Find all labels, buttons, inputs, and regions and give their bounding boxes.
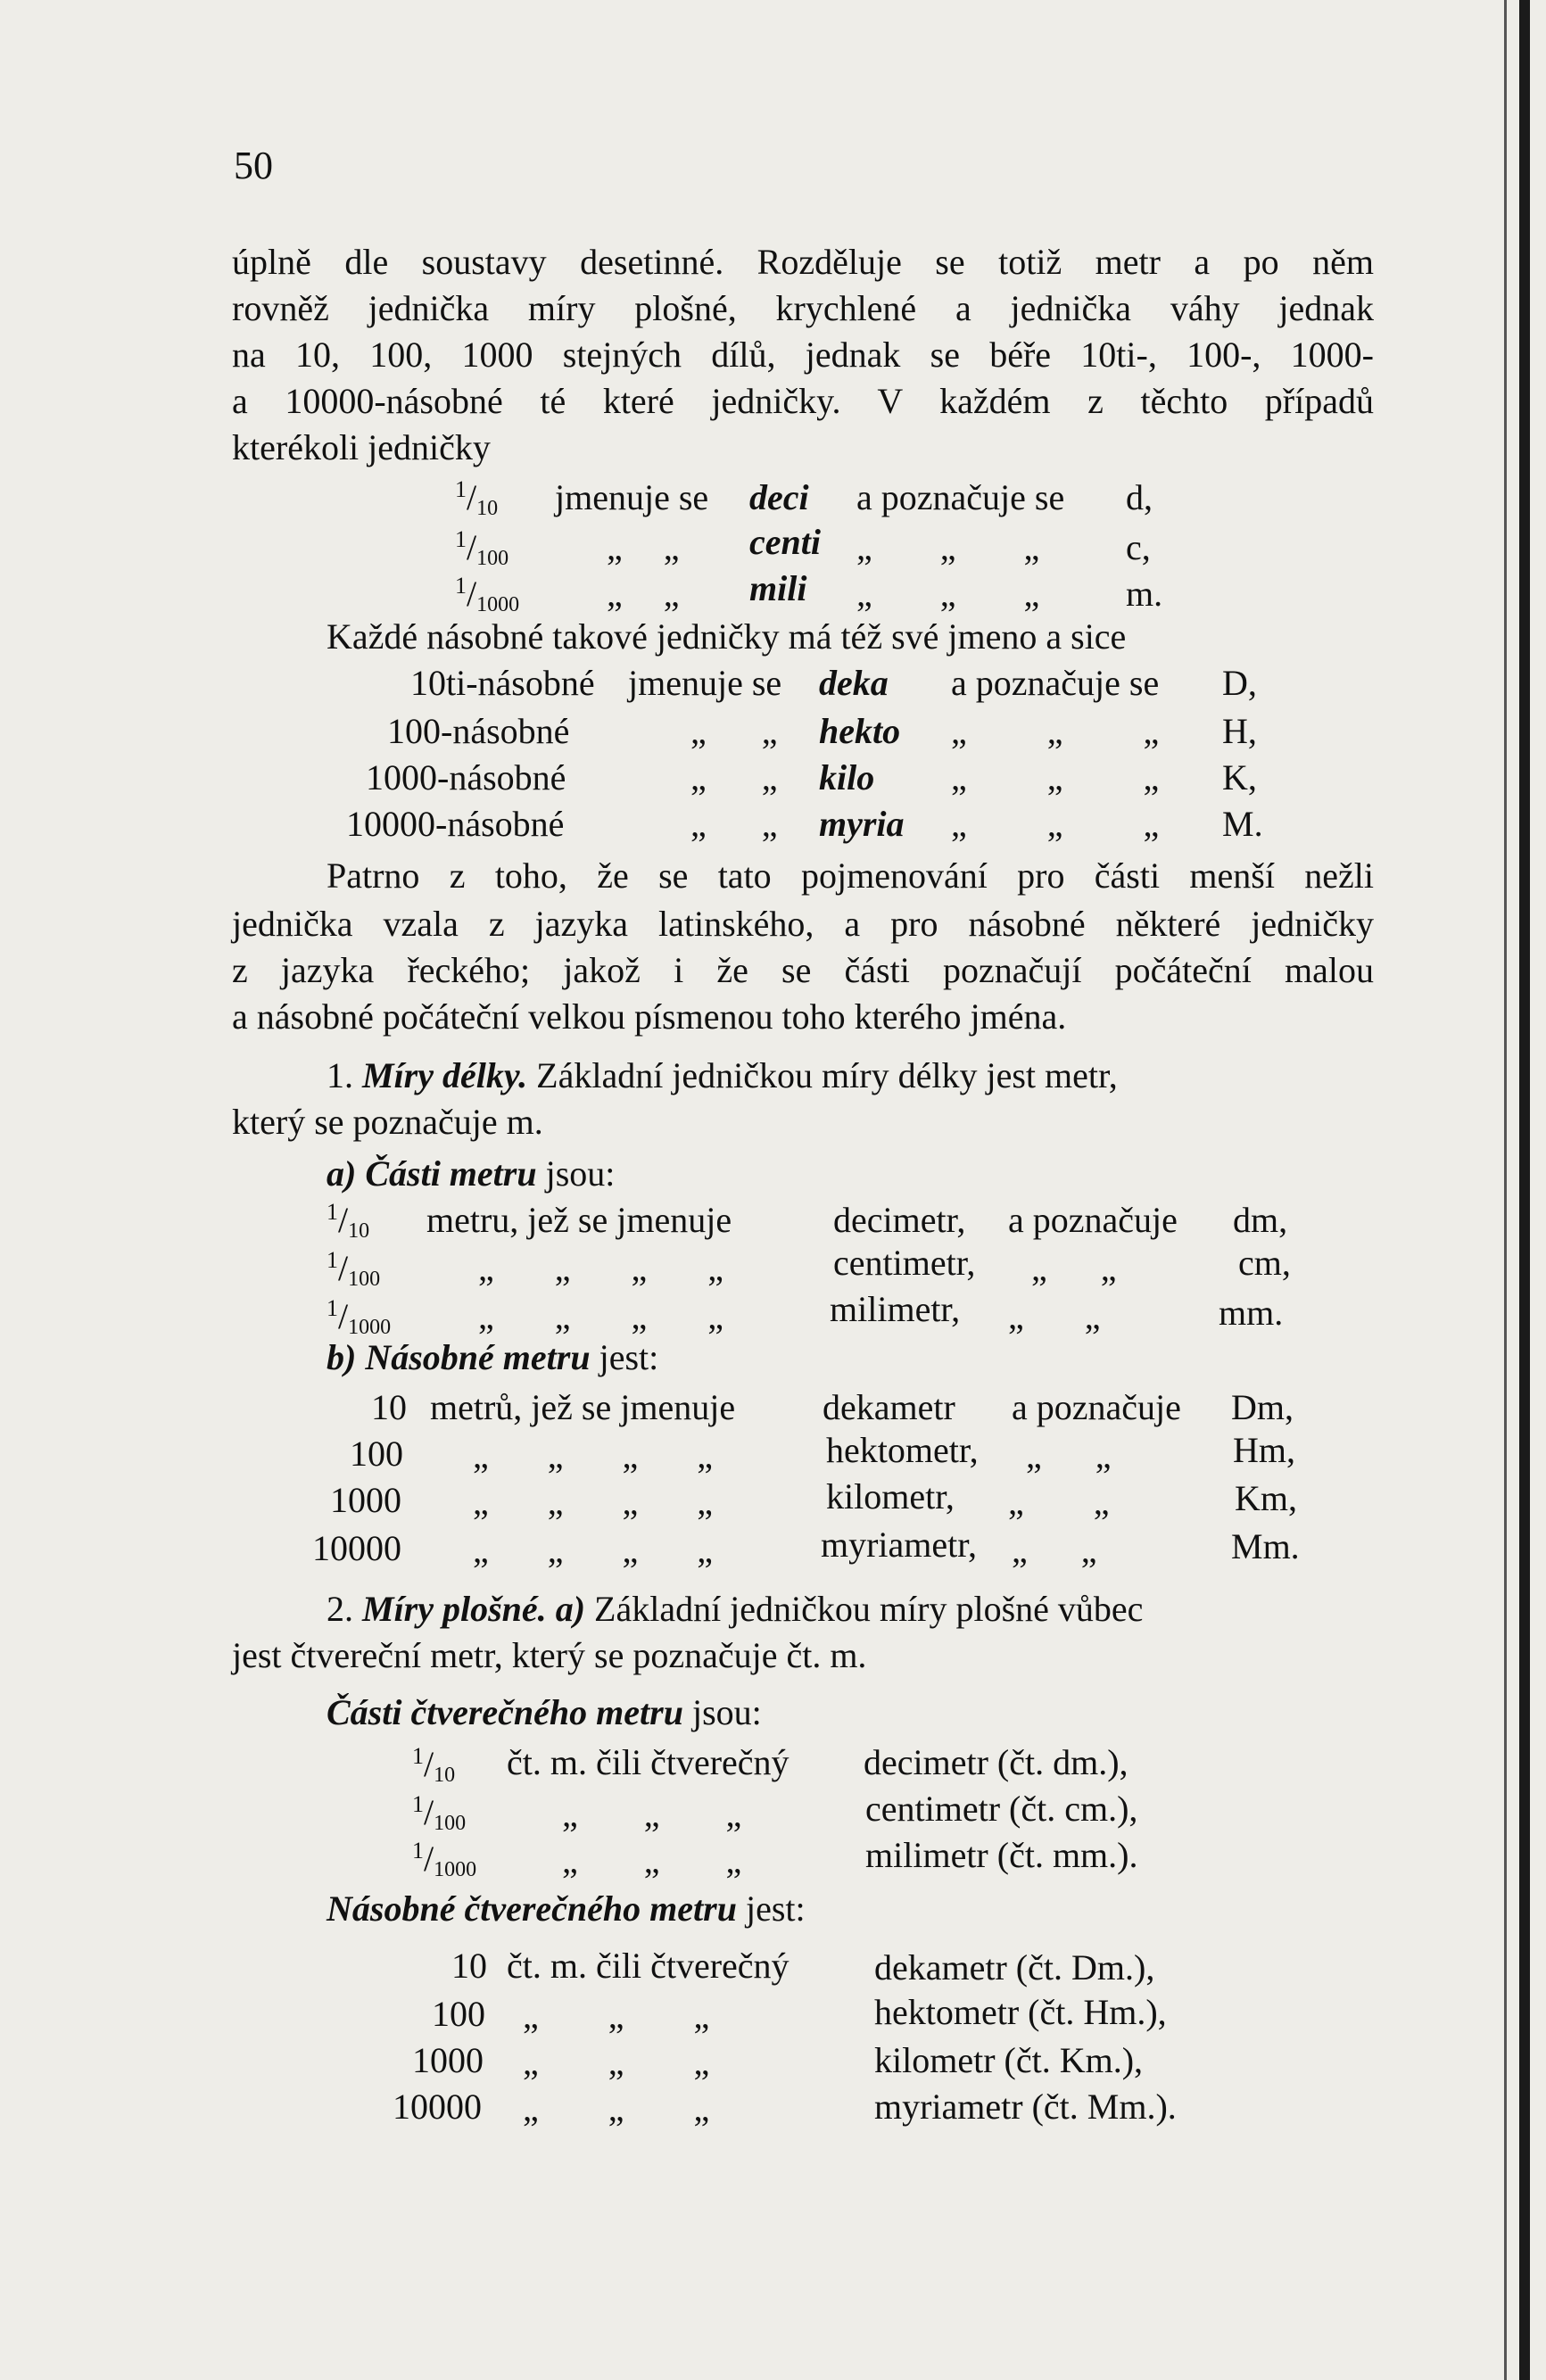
multiple-label: 100-násobné — [387, 711, 570, 751]
row-qty: 100 — [350, 1434, 403, 1474]
ditto: „ „ „ „ — [473, 1530, 714, 1570]
section-2-parts-heading: Části čtverečného metru jsou: — [327, 1692, 762, 1732]
ditto: „ „ — [1008, 1482, 1110, 1522]
row-name: hektometr (čt. Hm.), — [874, 1992, 1167, 2032]
abbr: Hm, — [1233, 1430, 1295, 1470]
abbr: K, — [1222, 757, 1257, 797]
parts-verb: jmenuje se — [555, 477, 709, 517]
intro-line: a 10000-násobné té které jedničky. V každém z těchto případů — [232, 381, 1374, 421]
ditto: „ „ „ — [856, 574, 1040, 614]
row-name: dekametr — [823, 1387, 955, 1427]
row-name: decimetr, — [833, 1200, 966, 1240]
ditto: „ „ — [607, 527, 680, 567]
ditto: „ „ — [607, 574, 680, 614]
parts-rest: a poznačuje se — [856, 477, 1065, 517]
row-name: myriametr, — [821, 1525, 977, 1565]
abbr: Km, — [1235, 1478, 1297, 1518]
fraction: $^1/_{10}$ — [412, 1743, 456, 1787]
prefix: kilo — [819, 757, 875, 797]
multiple-verb: jmenuje se — [628, 663, 782, 703]
prefix: mili — [749, 568, 807, 608]
row-name: kilometr (čt. Km.), — [874, 2040, 1144, 2080]
row-rest: a poznačuje — [1012, 1387, 1181, 1427]
abbr: cm, — [1238, 1243, 1291, 1283]
ditto: „ „ „ — [951, 711, 1160, 751]
fraction: $^1/_{1000}$ — [327, 1295, 392, 1339]
row-desc: metrů, jež se jmenuje — [430, 1387, 736, 1427]
intro-line: kterékoli jedničky — [232, 427, 491, 467]
row-name: milimetr, — [830, 1289, 961, 1329]
ditto: „ „ — [690, 757, 778, 797]
abbr: d, — [1126, 477, 1153, 517]
fraction: $^1/_{1000}$ — [412, 1838, 477, 1881]
ditto: „ „ „ „ — [478, 1248, 724, 1288]
abbr: mm. — [1219, 1293, 1284, 1333]
row-name: centimetr (čt. cm.), — [865, 1789, 1138, 1829]
prefix: centi — [749, 522, 821, 562]
abbr: Dm, — [1231, 1387, 1294, 1427]
ditto: „ „ „ — [951, 757, 1160, 797]
abbr: M. — [1222, 804, 1263, 844]
section-1-heading: 1. Míry délky. Základní jedničkou míry délky jest metr, — [327, 1055, 1118, 1095]
multiple-rest: a poznačuje se — [951, 663, 1160, 703]
ditto: „ „ — [690, 804, 778, 844]
section-1-text: který se poznačuje m. — [232, 1102, 543, 1142]
abbr: c, — [1126, 527, 1151, 567]
section-2-mult-heading: Násobné čtverečného metru jest: — [327, 1888, 806, 1929]
multiple-label: 10000-násobné — [346, 804, 565, 844]
ditto: „ „ „ — [523, 1996, 710, 2036]
section-1b-heading: b) Násobné metru jest: — [327, 1337, 659, 1377]
ditto: „ „ „ „ — [473, 1435, 714, 1475]
row-qty: 10 — [451, 1946, 487, 1986]
ditto: „ „ „ — [562, 1840, 742, 1880]
intro-line: úplně dle soustavy desetinné. Rozděluje se totiž metr a po něm — [232, 242, 1374, 282]
section-1a-heading: a) Části metru jsou: — [327, 1153, 616, 1194]
row-desc: čt. m. čili čtverečný — [507, 1742, 790, 1782]
row-name: centimetr, — [833, 1243, 976, 1283]
row-qty: 100 — [432, 1994, 485, 2034]
para-line: jednička vzala z jazyka latinského, a pro násobné některé jedničky — [232, 904, 1374, 944]
intro-line: rovněž jednička míry plošné, krychlené a jednička váhy jednak — [232, 288, 1374, 328]
ditto: „ „ „ — [523, 2042, 710, 2082]
fraction: $^1/_{100}$ — [455, 526, 509, 570]
page-number: 50 — [234, 144, 273, 187]
page-border — [1519, 0, 1530, 2380]
section-2-text: jest čtvereční metr, který se poznačuje čt. m. — [232, 1635, 867, 1675]
fraction: $^1/_{100}$ — [412, 1791, 467, 1835]
ditto: „ „ „ — [856, 527, 1040, 567]
para-line: Patrno z toho, že se tato pojmenování pro části menší nežli — [327, 855, 1374, 896]
ditto: „ „ „ — [951, 804, 1160, 844]
row-name: decimetr (čt. dm.), — [864, 1742, 1128, 1782]
ditto: „ „ „ — [523, 2088, 710, 2128]
ditto: „ „ — [1026, 1435, 1112, 1475]
ditto: „ „ „ „ — [473, 1482, 714, 1522]
abbr: Mm. — [1231, 1526, 1300, 1566]
row-qty: 1000 — [330, 1480, 401, 1520]
row-desc: čt. m. čili čtverečný — [507, 1946, 790, 1986]
multiple-label: 1000-násobné — [366, 757, 566, 797]
ditto: „ „ „ „ — [478, 1296, 724, 1336]
ditto: „ „ — [690, 711, 778, 751]
row-name: hektometr, — [826, 1430, 979, 1470]
row-qty: 10000 — [393, 2087, 482, 2127]
abbr: m. — [1126, 574, 1163, 614]
ditto: „ „ „ — [562, 1794, 742, 1834]
fraction: $^1/_{10}$ — [455, 476, 499, 520]
abbr: D, — [1222, 663, 1257, 703]
multiple-label: 10ti-násobné — [410, 663, 595, 703]
row-qty: 10 — [371, 1387, 407, 1427]
row-qty: 1000 — [412, 2040, 484, 2080]
prefix: hekto — [819, 711, 901, 751]
para-line: a násobné počáteční velkou písmenou toho kterého jména. — [232, 996, 1067, 1037]
prefix: myria — [819, 804, 905, 844]
row-name: kilometr, — [826, 1476, 955, 1516]
fraction: $^1/_{10}$ — [327, 1199, 370, 1243]
row-rest: a poznačuje — [1008, 1200, 1178, 1240]
row-name: dekametr (čt. Dm.), — [874, 1947, 1155, 1987]
para-line: z jazyka řeckého; jakož i že se části poznačují počáteční malou — [232, 950, 1374, 990]
ditto: „ „ — [1008, 1296, 1101, 1336]
ditto: „ „ — [1012, 1530, 1097, 1570]
row-qty: 10000 — [312, 1528, 401, 1568]
intro-line: na 10, 100, 1000 stejných dílů, jednak se béře 10ti-, 100-, 1000- — [232, 335, 1374, 375]
ditto: „ „ — [1031, 1248, 1117, 1288]
fraction: $^1/_{100}$ — [327, 1247, 381, 1291]
multiples-intro: Každé násobné takové jedničky má též své jmeno a sice — [327, 616, 1127, 657]
row-desc: metru, jež se jmenuje — [426, 1200, 732, 1240]
prefix: deci — [749, 477, 809, 517]
row-name: milimetr (čt. mm.). — [865, 1835, 1138, 1875]
section-2-heading: 2. Míry plošné. a) Základní jedničkou míry plošné vůbec — [327, 1589, 1144, 1629]
row-name: myriametr (čt. Mm.). — [874, 2087, 1177, 2127]
fraction: $^1/_{1000}$ — [455, 573, 520, 616]
abbr: H, — [1222, 711, 1257, 751]
prefix: deka — [819, 663, 889, 703]
abbr: dm, — [1233, 1200, 1288, 1240]
